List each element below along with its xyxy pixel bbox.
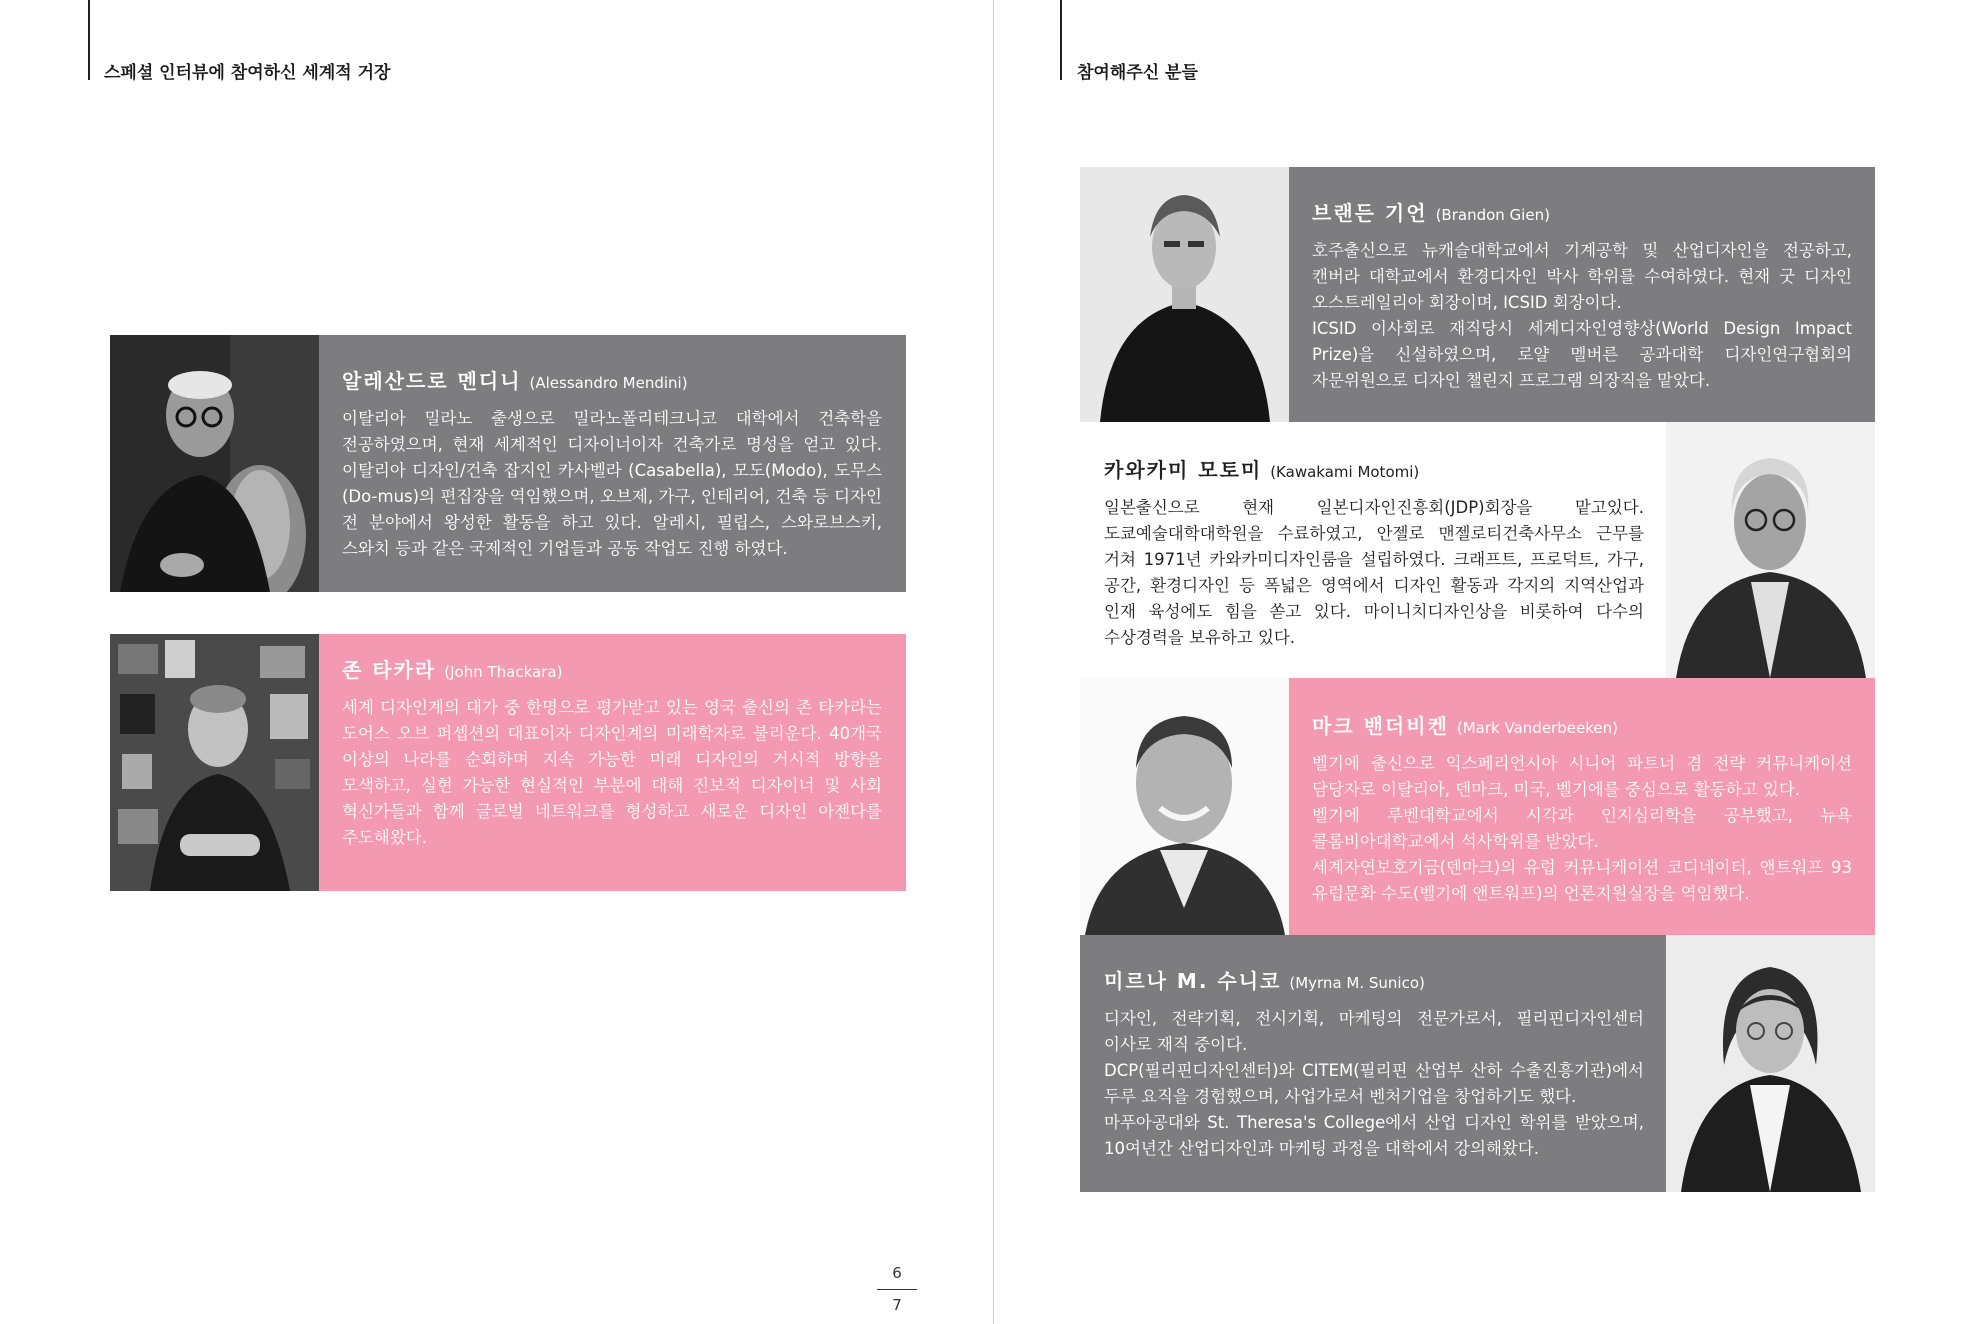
profile-card-kawakami [1080, 422, 1875, 678]
portrait-vanderbeeken [1080, 678, 1289, 935]
profile-card-mendini [110, 335, 906, 592]
person-bio: 세계 디자인계의 대가 중 한명으로 평가받고 있는 영국 출신의 존 타카라는 도어스 오브 퍼셉션의 대표이자 디자인계의 미래학자로 불리운다. 40개국 이상의 나라를 순회하며 지속 가능한 미래 디자인의 거시적 방향을 모색하고, 실현 가능한 현실적인 부분에 대해 진보적 디자이너 및 사회 혁신가들과 함께 글로벌 네트워크를 형성하고 새로운 디자인 아젠다를 주도해왔다. [342, 698, 882, 847]
person-name-ko: 미르나 M. 수니코 [1104, 969, 1282, 993]
portrait-mendini [110, 335, 319, 592]
person-name-ko: 존 타카라 [342, 658, 437, 682]
person-name-ko: 카와카미 모토미 [1104, 458, 1263, 482]
right-header-rule [1060, 0, 1062, 80]
right-page-header: 참여해주신 분들 [1077, 63, 1198, 83]
profile-card-gien [1080, 167, 1875, 422]
page-number-divider [877, 1289, 917, 1290]
person-bio: 벨기에 출신으로 익스페리언시아 시니어 파트너 겸 전략 커뮤니케이션 담당자로 이탈리아, 덴마크, 미국, 벨기에를 중심으로 활동하고 있다. 벨기에 루벤대학교에서 시각과 인지심리학을 공부했고, 뉴욕 콜롬비아대학교에서 석사학위를 받았다. 세계자연보호기금(덴마크)의 유럽 커뮤니케이션 코디네이터, 앤트워프 93 유럽문화 수도(벨기에 앤트워프)의 언론지원실장을 역임했다. [1312, 754, 1852, 903]
profile-card-sunico [1080, 935, 1875, 1192]
person-bio: 호주출신으로 뉴캐슬대학교에서 기계공학 및 산업디자인을 전공하고, 캔버라 대학교에서 환경디자인 박사 학위를 수여하였다. 현재 굿 디자인 오스트레일리아 회장이며, ICSID 회장이다. ICSID 이사회로 재직당시 세계디자인영향상(World Design Impact Prize)을 신설하였으며, 로얄 멜버른 공과대학 디자인연구협회의 자문위원으로 디자인 챌린지 프로그램 의장직을 맡았다. [1312, 241, 1852, 390]
person-bio: 이탈리아 밀라노 출생으로 밀라노폴리테크니코 대학에서 건축학을 전공하였으며, 현재 세계적인 디자이너이자 건축가로 명성을 얻고 있다. 이탈리아 디자인/건축 잡지인 카사벨라 (Casabella), 모도(Modo), 도무스(Do-mus)의 편집장을 역임했으며, 오브제, 가구, 인테리어, 건축 등 디자인 전 분야에서 왕성한 활동을 하고 있다. 알레시, 필립스, 스와로브스키, 스와치 등과 같은 국제적인 기업들과 공동 작업도 진행 하였다. [342, 409, 882, 558]
person-name-ko: 브랜든 기언 [1312, 201, 1428, 225]
person-bio: 디자인, 전략기획, 전시기획, 마케팅의 전문가로서, 필리핀디자인센터 이사로 재직 중이다. DCP(필리핀디자인센터)와 CITEM(필리핀 산업부 산하 수출진흥기관)에서 두루 요직을 경험했으며, 사업가로서 벤처기업을 창업하기도 했다. 마푸아공대와 St. Theresa's College에서 산업 디자인 학위를 받았으며, 10여년간 산업디자인과 마케팅 과정을 대학에서 강의해왔다. [1104, 1009, 1644, 1158]
person-name-en: (Mark Vanderbeeken) [1456, 719, 1618, 737]
left-page-header: 스페셜 인터뷰에 참여하신 세계적 거장 [104, 63, 391, 83]
person-bio: 일본출신으로 현재 일본디자인진흥회(JDP)회장을 맡고있다. 도쿄예술대학대학원을 수료하였고, 안젤로 맨젤로티건축사무소 근무를 거쳐 1971년 카와카미디자인룸을 설립하였다. 크래프트, 프로덕트, 가구, 공간, 환경디자인 등 폭넓은 영역에서 디자인 활동과 각지의 지역산업과 인재 육성에도 힘을 쏟고 있다. 마이니치디자인상을 비롯하여 다수의 수상경력을 보유하고 있다. [1104, 498, 1644, 647]
portrait-kawakami [1666, 422, 1875, 678]
left-header-rule [88, 0, 90, 80]
person-name-en: (Brandon Gien) [1435, 206, 1550, 224]
page-number-right: 7 [892, 1296, 902, 1314]
person-name-ko: 알레산드로 멘디니 [342, 369, 522, 393]
portrait-gien [1080, 167, 1289, 422]
portrait-thackara [110, 634, 319, 891]
portrait-sunico [1666, 935, 1875, 1192]
page-gutter [993, 0, 994, 1324]
profile-card-thackara [110, 634, 906, 891]
person-name-en: (Myrna M. Sunico) [1289, 974, 1425, 992]
person-name-en: (John Thackara) [444, 663, 563, 681]
person-name-en: (Kawakami Motomi) [1270, 463, 1420, 481]
person-name-en: (Alessandro Mendini) [529, 374, 688, 392]
profile-card-vanderbeeken [1080, 678, 1875, 935]
page-number-left: 6 [892, 1264, 902, 1282]
person-name-ko: 마크 밴더비켄 [1312, 714, 1449, 738]
